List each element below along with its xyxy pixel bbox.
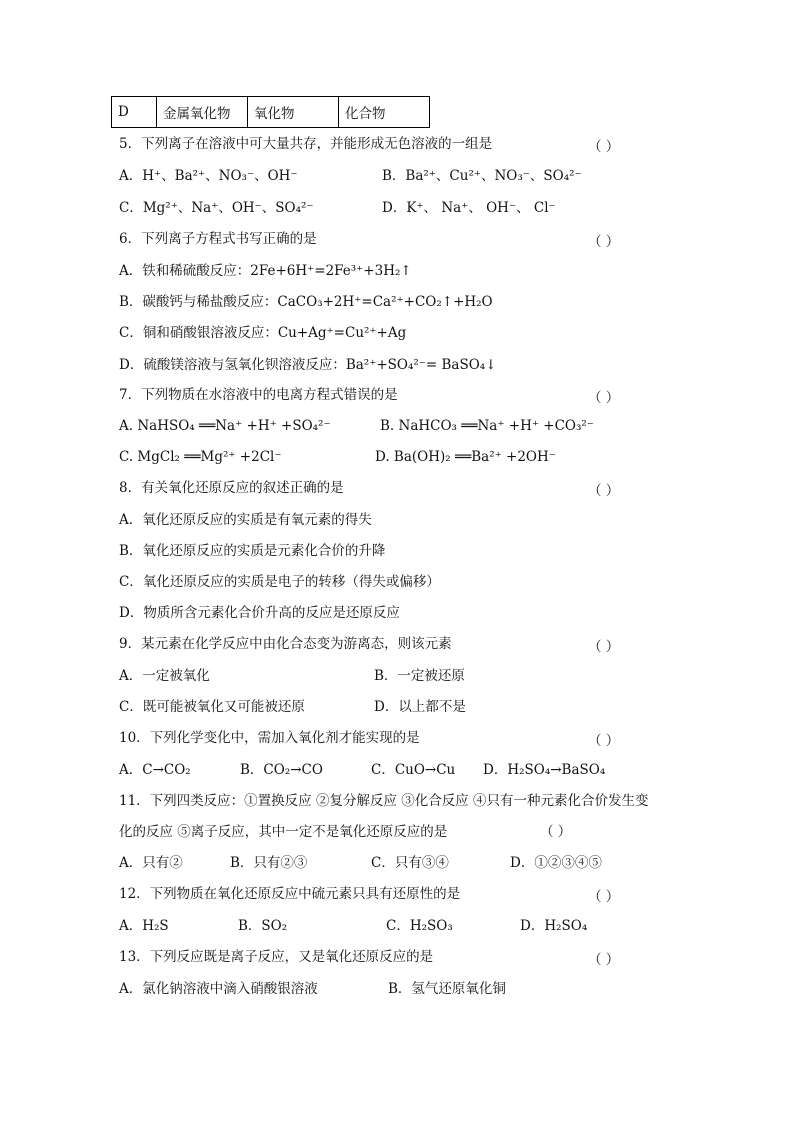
q7-option-d: D. Ba(OH)₂ ══Ba²⁺ +2OH⁻ [375, 449, 556, 465]
q9-option-b: B．一定被还原 [374, 668, 465, 684]
q12-option-c: C．H₂SO₃ [386, 918, 453, 934]
q12-option-d: D．H₂SO₄ [520, 918, 588, 934]
q11-stem: 11．下列四类反应：①置换反应 ②复分解反应 ③化合反应 ④只有一种元素化合价发生变 [119, 793, 649, 809]
q11-stem-continued: 化的反应 ⑤离子反应，其中一定不是氧化还原反应的是 [119, 824, 448, 840]
q11-answer-paren: （ ） [540, 824, 572, 840]
q5-option-d: D．K⁺、 Na⁺、 OH⁻、 Cl⁻ [382, 200, 556, 216]
q10-option-c: C．CuO→Cu [371, 762, 456, 778]
q13-stem: 13．下列反应既是离子反应，又是氧化还原反应的是 [119, 949, 434, 965]
q13-answer-paren: （ ） [588, 952, 620, 968]
q7-stem: 7．下列物质在水溶液中的电离方程式错误的是 [119, 387, 398, 403]
q8-answer-paren: （ ） [588, 483, 620, 499]
q10-answer-paren: （ ） [588, 733, 620, 749]
q5-option-b: B．Ba²⁺、Cu²⁺、NO₃⁻、SO₄²⁻ [382, 168, 582, 184]
q10-option-d: D．H₂SO₄→BaSO₄ [483, 762, 606, 778]
q8-option-b: B．氧化还原反应的实质是元素化合价的升降 [119, 543, 386, 559]
q11-option-c: C．只有③④ [371, 855, 449, 871]
q10-option-b: B．CO₂→CO [240, 762, 323, 778]
q9-option-c: C．既可能被氧化又可能被还原 [119, 699, 305, 715]
q8-option-a: A．氧化还原反应的实质是有氧元素的得失 [119, 512, 372, 528]
table-cell: D [112, 97, 157, 128]
q7-option-a: A. NaHSO₄ ══Na⁺ +H⁺ +SO₄²⁻ [119, 418, 331, 434]
q8-stem: 8．有关氧化还原反应的叙述正确的是 [119, 480, 344, 496]
table-cell: 氧化物 [248, 97, 339, 128]
q10-option-a: A．C→CO₂ [119, 762, 191, 778]
q11-option-b: B．只有②③ [230, 855, 308, 871]
q13-option-b: B．氢气还原氧化铜 [388, 981, 506, 997]
q13-option-a: A．氯化钠溶液中滴入硝酸银溶液 [119, 981, 318, 997]
q12-stem: 12．下列物质在氧化还原反应中硫元素只具有还原性的是 [119, 886, 461, 902]
q8-option-d: D．物质所含元素化合价升高的反应是还原反应 [119, 605, 400, 621]
q6-option-d: D．硫酸镁溶液与氢氧化钡溶液反应：Ba²⁺+SO₄²⁻= BaSO₄↓ [119, 357, 497, 373]
q8-option-c: C．氧化还原反应的实质是电子的转移（得失或偏移） [119, 574, 440, 590]
table-cell: 化合物 [339, 97, 430, 128]
q9-option-d: D．以上都不是 [374, 699, 466, 715]
q10-stem: 10．下列化学变化中，需加入氧化剂才能实现的是 [119, 730, 420, 746]
table-row [112, 97, 430, 128]
q11-option-a: A．只有② [119, 855, 183, 871]
q5-option-a: A．H⁺、Ba²⁺、NO₃⁻、OH⁻ [119, 168, 298, 184]
q11-option-d: D．①②③④⑤ [510, 855, 602, 871]
q9-option-a: A．一定被氧化 [119, 668, 210, 684]
q7-answer-paren: （ ） [588, 390, 620, 406]
q12-answer-paren: （ ） [588, 889, 620, 905]
q5-option-c: C．Mg²⁺、Na⁺、OH⁻、SO₄²⁻ [119, 200, 314, 216]
q9-answer-paren: （ ） [588, 639, 620, 655]
q9-stem: 9．某元素在化学反应中由化合态变为游离态，则该元素 [119, 636, 452, 652]
q12-option-a: A．H₂S [119, 918, 169, 934]
table-cell: 金属氧化物 [157, 97, 248, 128]
q6-stem: 6．下列离子方程式书写正确的是 [119, 231, 317, 247]
option-table [111, 96, 430, 128]
q6-option-b: B．碳酸钙与稀盐酸反应：CaCO₃+2H⁺=Ca²⁺+CO₂↑+H₂O [119, 294, 493, 310]
q7-option-c: C. MgCl₂ ══Mg²⁺ +2Cl⁻ [119, 449, 282, 465]
q6-option-c: C．铜和硝酸银溶液反应：Cu+Ag⁺=Cu²⁺+Ag [119, 325, 407, 341]
q6-option-a: A．铁和稀硫酸反应：2Fe+6H⁺=2Fe³⁺+3H₂↑ [119, 263, 412, 279]
q7-option-b: B. NaHCO₃ ══Na⁺ +H⁺ +CO₃²⁻ [380, 418, 594, 434]
q5-stem: 5．下列离子在溶液中可大量共存，并能形成无色溶液的一组是 [119, 136, 493, 152]
q6-answer-paren: （ ） [588, 234, 620, 250]
q12-option-b: B．SO₂ [238, 918, 288, 934]
q5-answer-paren: （ ） [588, 139, 620, 155]
